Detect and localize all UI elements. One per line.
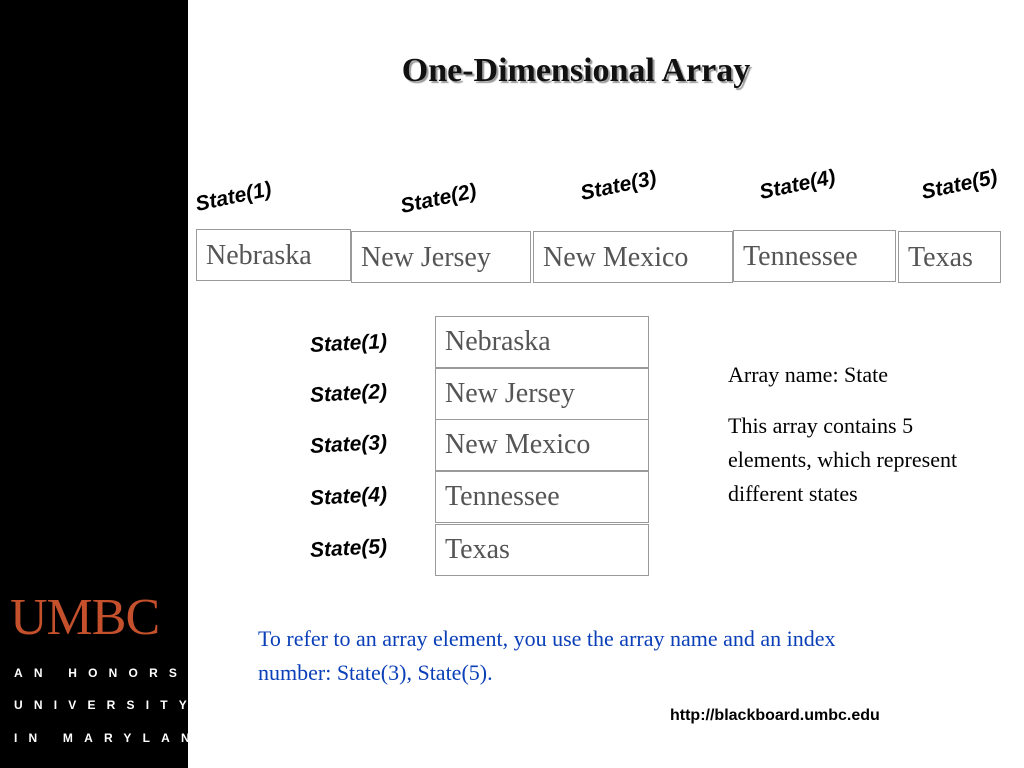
v-array-cell-5: Texas <box>435 524 649 576</box>
h-array-cell-2: New Jersey <box>351 231 531 283</box>
array-name-text: Array name: State <box>728 362 889 387</box>
v-index-label-3: State(3) <box>309 431 388 458</box>
h-index-label-4: State(4) <box>757 165 838 204</box>
v-index-label-5: State(5) <box>309 535 388 562</box>
h-array-cell-5: Texas <box>898 231 1001 283</box>
v-index-label-4: State(4) <box>309 483 388 510</box>
v-index-label-2: State(2) <box>309 380 388 407</box>
logo-tagline-1: AN HONORS <box>14 666 189 680</box>
h-array-cell-3: New Mexico <box>533 231 733 283</box>
slide-title: One-Dimensional Array <box>401 52 751 89</box>
h-index-label-5: State(5) <box>919 165 1000 204</box>
umbc-logo: UMBC <box>10 589 160 646</box>
h-array-cell-1: Nebraska <box>196 229 351 281</box>
v-array-cell-4: Tennessee <box>435 471 649 523</box>
v-array-cell-3: New Mexico <box>435 419 649 471</box>
sidebar <box>0 0 221 768</box>
h-array-cell-4: Tennessee <box>733 230 896 282</box>
h-index-label-2: State(2) <box>398 179 479 218</box>
logo-tagline-2: UNIVERSITY <box>14 698 199 712</box>
index-note-text: To refer to an array element, you use the array name and an index number: State(3), State(5). <box>258 626 836 686</box>
logo-tagline-3: IN MARYLAND <box>14 731 221 745</box>
v-array-cell-2: New Jersey <box>435 368 649 420</box>
v-index-label-1: State(1) <box>309 330 388 357</box>
footer-url: http://blackboard.umbc.edu <box>670 707 880 724</box>
array-description-text: This array contains 5 elements, which represent different states <box>728 413 958 507</box>
h-index-label-1: State(1) <box>193 177 274 216</box>
h-index-label-3: State(3) <box>578 166 659 205</box>
v-array-cell-1: Nebraska <box>435 316 649 368</box>
